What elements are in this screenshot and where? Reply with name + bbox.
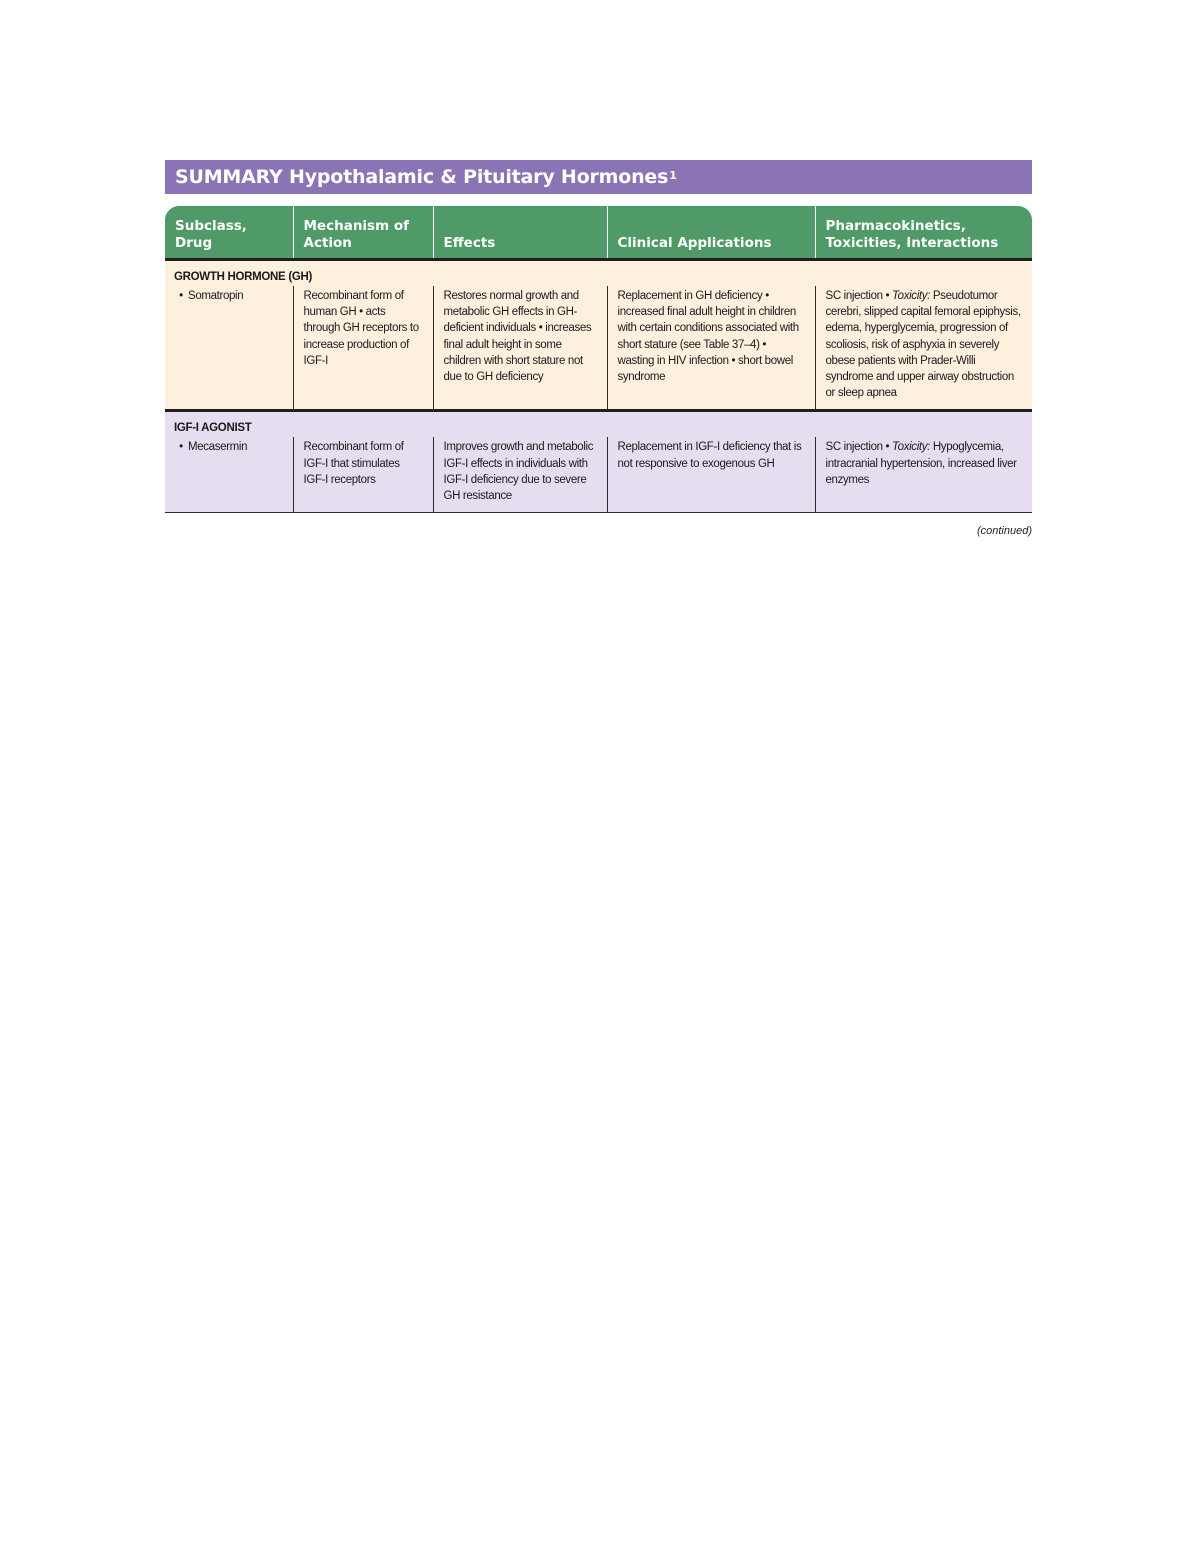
- pk-toxicity-label: Toxicity:: [892, 441, 930, 454]
- summary-table: [165, 206, 1032, 513]
- summary-table-container: [165, 160, 1032, 513]
- column-header-subclass: Subclass, Drug: [165, 206, 293, 260]
- drug-name: Somatropin: [188, 290, 244, 302]
- table-row: [165, 437, 1032, 512]
- drug-name: Mecasermin: [188, 441, 248, 454]
- continued-note: (continued): [976, 525, 1032, 537]
- pk-details: Hypoglycemia, intracranial hypertension, increased liver enzymes: [825, 441, 1017, 486]
- section-heading-growth-hormone: GROWTH HORMONE (GH): [165, 260, 1032, 287]
- pk-prefix: SC injection •: [825, 441, 893, 454]
- section-heading-row: [165, 260, 1032, 287]
- column-header-pharmacokinetics: Pharmacokinetics, Toxicities, Interactions: [815, 206, 1032, 260]
- pk-prefix: SC injection •: [825, 290, 893, 302]
- section-heading-row: [165, 411, 1032, 438]
- clinical-cell: Replacement in GH deficiency • increased final adult height in children with certain conditions associated with short stature (see Table 37–4) • wasting in HIV infection • short bowel syndrome: [607, 286, 815, 411]
- column-header-clinical: Clinical Applications: [607, 206, 815, 260]
- mechanism-cell: Recombinant form of human GH • acts through GH receptors to increase production of IGF-I: [293, 286, 433, 411]
- section-heading-igf-agonist: IGF-I AGONIST: [165, 411, 1032, 438]
- clinical-cell: Replacement in IGF-I deficiency that is not responsive to exogenous GH: [607, 437, 815, 512]
- mechanism-cell: Recombinant form of IGF-I that stimulates IGF-I receptors: [293, 437, 433, 512]
- pk-details: Pseudotumor cerebri, slipped capital femoral epiphysis, edema, hyperglycemia, progression of scoliosis, risk of asphyxia in severely obese patients with Prader-Willi syndrome and upper airway obstruction or sleep apnea: [825, 290, 1021, 400]
- table-title-bar: [165, 160, 1032, 194]
- column-header-mechanism: Mechanism of Action: [293, 206, 433, 260]
- drug-cell: [165, 286, 293, 411]
- effects-cell: Restores normal growth and metabolic GH effects in GH-deficient individuals • increases final adult height in some children with short stature not due to GH deficiency: [433, 286, 607, 411]
- table-title-summary: SUMMARY: [175, 166, 283, 188]
- drug-cell: [165, 437, 293, 512]
- table-title-text: Hypothalamic & Pituitary Hormones: [289, 166, 669, 188]
- bullet-icon: •: [179, 290, 183, 302]
- effects-cell: Improves growth and metabolic IGF-I effects in individuals with IGF-I deficiency due to severe GH resistance: [433, 437, 607, 512]
- bullet-icon: •: [179, 441, 183, 454]
- table-header-row: [165, 206, 1032, 260]
- table-title-footnote: 1: [669, 168, 677, 182]
- column-header-effects: Effects: [433, 206, 607, 260]
- table-row: [165, 286, 1032, 411]
- pharmacokinetics-cell: [815, 437, 1032, 512]
- pk-toxicity-label: Toxicity:: [892, 290, 930, 302]
- pharmacokinetics-cell: [815, 286, 1032, 411]
